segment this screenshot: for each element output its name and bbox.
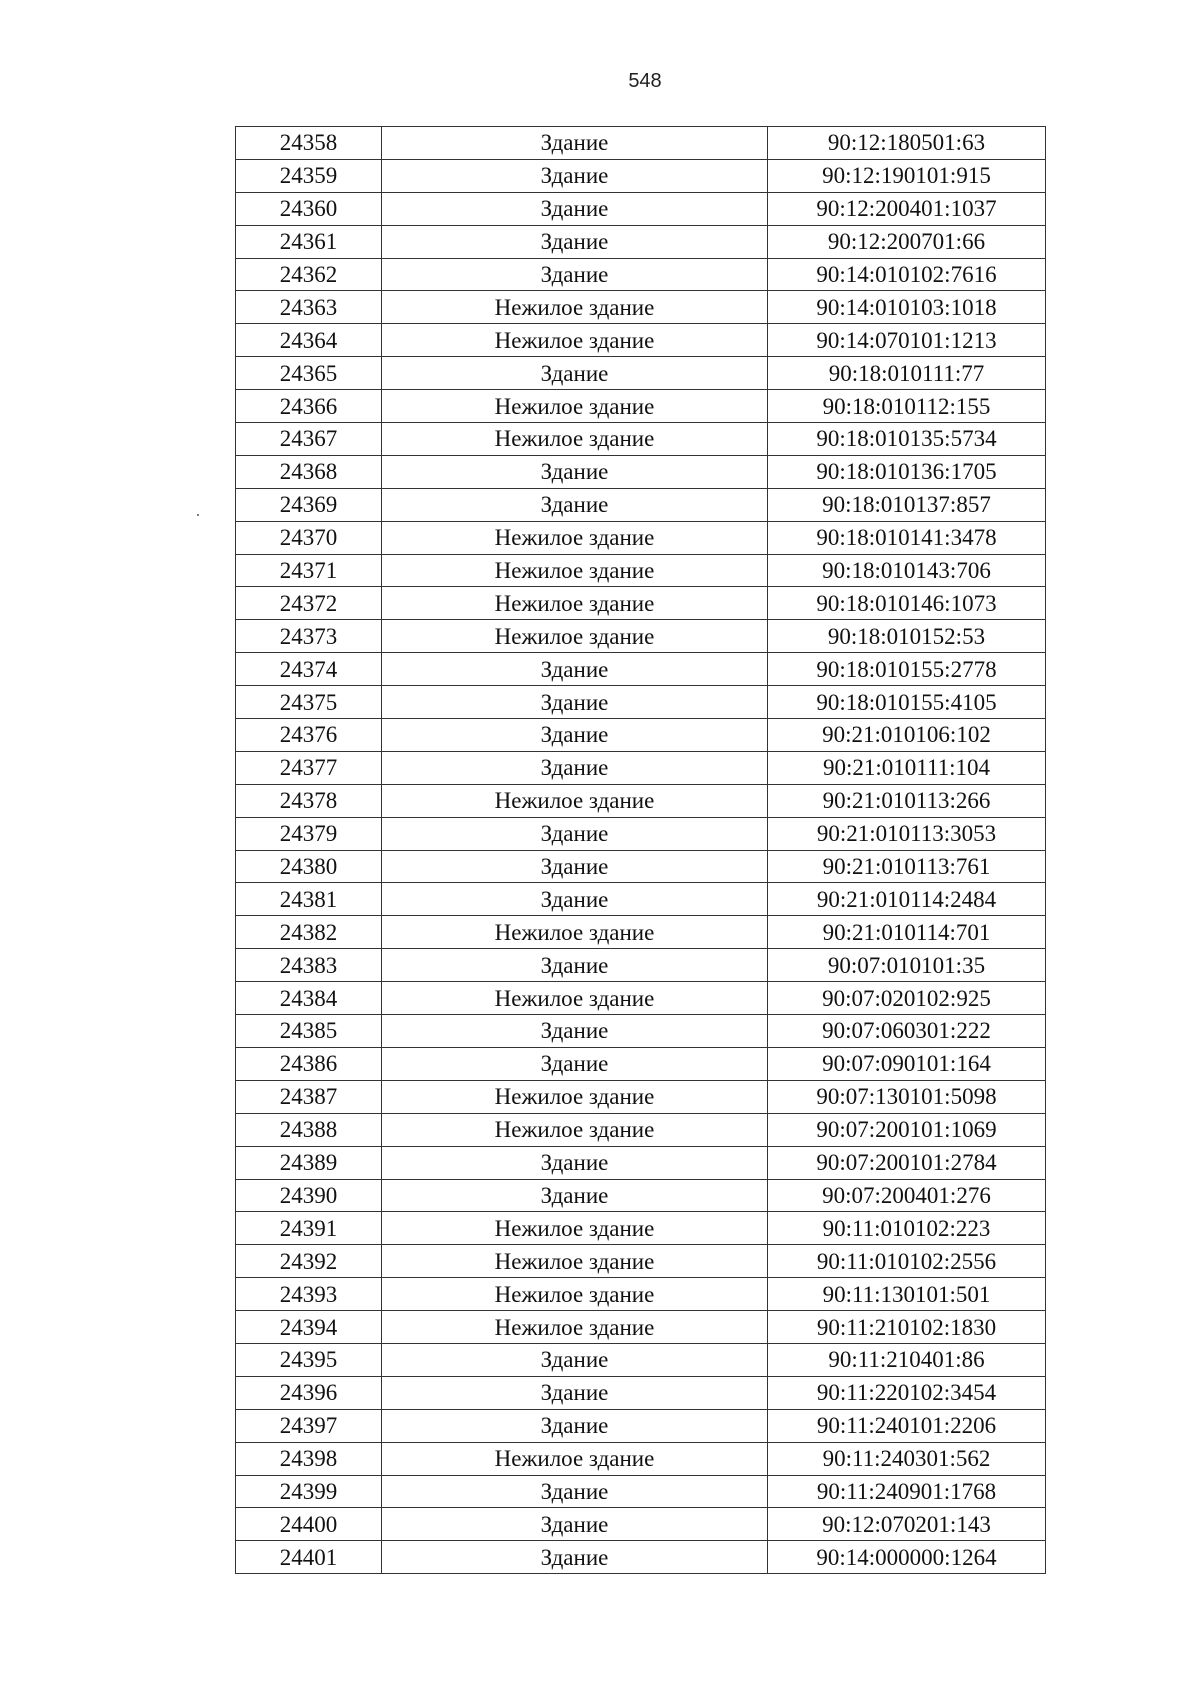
cadastral-number-cell: 90:14:000000:1264 bbox=[768, 1541, 1046, 1574]
row-number-cell: 24374 bbox=[236, 653, 382, 686]
object-type-cell: Здание bbox=[382, 817, 768, 850]
table-row bbox=[236, 192, 1046, 225]
table-row bbox=[236, 1541, 1046, 1574]
object-type-cell: Нежилое здание bbox=[382, 423, 768, 456]
row-number-cell: 24363 bbox=[236, 291, 382, 324]
row-number-cell: 24364 bbox=[236, 324, 382, 357]
table-row bbox=[236, 1278, 1046, 1311]
table-row bbox=[236, 258, 1046, 291]
table-row bbox=[236, 554, 1046, 587]
object-type-cell: Здание bbox=[382, 686, 768, 719]
object-type-cell: Нежилое здание bbox=[382, 916, 768, 949]
object-type-cell: Здание bbox=[382, 1179, 768, 1212]
object-type-cell: Здание bbox=[382, 258, 768, 291]
cadastral-number-cell: 90:07:060301:222 bbox=[768, 1015, 1046, 1048]
object-type-cell: Нежилое здание bbox=[382, 784, 768, 817]
table-row bbox=[236, 1113, 1046, 1146]
object-type-cell: Нежилое здание bbox=[382, 1113, 768, 1146]
table-row bbox=[236, 225, 1046, 258]
cadastral-number-cell: 90:07:200401:276 bbox=[768, 1179, 1046, 1212]
table-row bbox=[236, 1179, 1046, 1212]
row-number-cell: 24366 bbox=[236, 390, 382, 423]
table-row bbox=[236, 1212, 1046, 1245]
object-type-cell: Нежилое здание bbox=[382, 324, 768, 357]
row-number-cell: 24378 bbox=[236, 784, 382, 817]
cadastral-number-cell: 90:18:010141:3478 bbox=[768, 521, 1046, 554]
page-number: 548 bbox=[628, 70, 662, 92]
row-number-cell: 24379 bbox=[236, 817, 382, 850]
row-number-cell: 24377 bbox=[236, 751, 382, 784]
row-number-cell: 24393 bbox=[236, 1278, 382, 1311]
object-type-cell: Здание bbox=[382, 653, 768, 686]
object-type-cell: Нежилое здание bbox=[382, 291, 768, 324]
object-type-cell: Здание bbox=[382, 127, 768, 160]
object-type-cell: Здание bbox=[382, 192, 768, 225]
cadastral-number-cell: 90:11:240301:562 bbox=[768, 1442, 1046, 1475]
object-type-cell: Здание bbox=[382, 1146, 768, 1179]
row-number-cell: 24386 bbox=[236, 1047, 382, 1080]
row-number-cell: 24362 bbox=[236, 258, 382, 291]
cadastral-number-cell: 90:07:090101:164 bbox=[768, 1047, 1046, 1080]
scan-speck bbox=[197, 514, 199, 516]
row-number-cell: 24394 bbox=[236, 1311, 382, 1344]
row-number-cell: 24372 bbox=[236, 587, 382, 620]
table-row bbox=[236, 455, 1046, 488]
object-type-cell: Нежилое здание bbox=[382, 1278, 768, 1311]
object-type-cell: Здание bbox=[382, 1015, 768, 1048]
row-number-cell: 24388 bbox=[236, 1113, 382, 1146]
row-number-cell: 24387 bbox=[236, 1080, 382, 1113]
row-number-cell: 24384 bbox=[236, 982, 382, 1015]
table-row bbox=[236, 1376, 1046, 1409]
cadastral-number-cell: 90:11:240101:2206 bbox=[768, 1409, 1046, 1442]
cadastral-number-cell: 90:11:210401:86 bbox=[768, 1343, 1046, 1376]
object-type-cell: Здание bbox=[382, 455, 768, 488]
registry-table bbox=[235, 126, 1046, 1574]
object-type-cell: Нежилое здание bbox=[382, 587, 768, 620]
object-type-cell: Здание bbox=[382, 719, 768, 752]
table-row bbox=[236, 324, 1046, 357]
table-row bbox=[236, 390, 1046, 423]
row-number-cell: 24391 bbox=[236, 1212, 382, 1245]
cadastral-number-cell: 90:12:190101:915 bbox=[768, 159, 1046, 192]
object-type-cell: Нежилое здание bbox=[382, 521, 768, 554]
row-number-cell: 24375 bbox=[236, 686, 382, 719]
cadastral-number-cell: 90:18:010111:77 bbox=[768, 357, 1046, 390]
row-number-cell: 24361 bbox=[236, 225, 382, 258]
table-row bbox=[236, 521, 1046, 554]
cadastral-number-cell: 90:14:070101:1213 bbox=[768, 324, 1046, 357]
cadastral-number-cell: 90:12:180501:63 bbox=[768, 127, 1046, 160]
object-type-cell: Нежилое здание bbox=[382, 1245, 768, 1278]
registry-table-container bbox=[235, 126, 1045, 1574]
object-type-cell: Здание bbox=[382, 850, 768, 883]
row-number-cell: 24398 bbox=[236, 1442, 382, 1475]
cadastral-number-cell: 90:21:010114:2484 bbox=[768, 883, 1046, 916]
object-type-cell: Нежилое здание bbox=[382, 554, 768, 587]
table-row bbox=[236, 1047, 1046, 1080]
table-row bbox=[236, 587, 1046, 620]
table-row bbox=[236, 1442, 1046, 1475]
row-number-cell: 24365 bbox=[236, 357, 382, 390]
object-type-cell: Нежилое здание bbox=[382, 390, 768, 423]
row-number-cell: 24397 bbox=[236, 1409, 382, 1442]
table-row bbox=[236, 916, 1046, 949]
cadastral-number-cell: 90:18:010146:1073 bbox=[768, 587, 1046, 620]
object-type-cell: Здание bbox=[382, 488, 768, 521]
row-number-cell: 24395 bbox=[236, 1343, 382, 1376]
table-row bbox=[236, 291, 1046, 324]
row-number-cell: 24400 bbox=[236, 1508, 382, 1541]
row-number-cell: 24385 bbox=[236, 1015, 382, 1048]
row-number-cell: 24390 bbox=[236, 1179, 382, 1212]
cadastral-number-cell: 90:07:130101:5098 bbox=[768, 1080, 1046, 1113]
cadastral-number-cell: 90:21:010114:701 bbox=[768, 916, 1046, 949]
object-type-cell: Нежилое здание bbox=[382, 1311, 768, 1344]
table-row bbox=[236, 850, 1046, 883]
cadastral-number-cell: 90:07:010101:35 bbox=[768, 949, 1046, 982]
table-row bbox=[236, 423, 1046, 456]
table-row bbox=[236, 620, 1046, 653]
table-row bbox=[236, 488, 1046, 521]
cadastral-number-cell: 90:21:010113:761 bbox=[768, 850, 1046, 883]
table-row bbox=[236, 159, 1046, 192]
table-row bbox=[236, 1475, 1046, 1508]
table-row bbox=[236, 1409, 1046, 1442]
table-row bbox=[236, 1146, 1046, 1179]
row-number-cell: 24370 bbox=[236, 521, 382, 554]
row-number-cell: 24401 bbox=[236, 1541, 382, 1574]
registry-table-body bbox=[236, 127, 1046, 1574]
object-type-cell: Здание bbox=[382, 1541, 768, 1574]
object-type-cell: Здание bbox=[382, 1475, 768, 1508]
table-row bbox=[236, 1245, 1046, 1278]
cadastral-number-cell: 90:12:070201:143 bbox=[768, 1508, 1046, 1541]
table-row bbox=[236, 1015, 1046, 1048]
cadastral-number-cell: 90:07:200101:2784 bbox=[768, 1146, 1046, 1179]
object-type-cell: Здание bbox=[382, 1376, 768, 1409]
table-row bbox=[236, 883, 1046, 916]
row-number-cell: 24399 bbox=[236, 1475, 382, 1508]
cadastral-number-cell: 90:11:220102:3454 bbox=[768, 1376, 1046, 1409]
row-number-cell: 24358 bbox=[236, 127, 382, 160]
table-row bbox=[236, 1508, 1046, 1541]
object-type-cell: Здание bbox=[382, 1343, 768, 1376]
object-type-cell: Нежилое здание bbox=[382, 1212, 768, 1245]
row-number-cell: 24389 bbox=[236, 1146, 382, 1179]
table-row bbox=[236, 1343, 1046, 1376]
row-number-cell: 24367 bbox=[236, 423, 382, 456]
row-number-cell: 24382 bbox=[236, 916, 382, 949]
table-row bbox=[236, 357, 1046, 390]
row-number-cell: 24371 bbox=[236, 554, 382, 587]
cadastral-number-cell: 90:18:010137:857 bbox=[768, 488, 1046, 521]
cadastral-number-cell: 90:18:010155:4105 bbox=[768, 686, 1046, 719]
row-number-cell: 24380 bbox=[236, 850, 382, 883]
row-number-cell: 24369 bbox=[236, 488, 382, 521]
row-number-cell: 24381 bbox=[236, 883, 382, 916]
row-number-cell: 24368 bbox=[236, 455, 382, 488]
object-type-cell: Здание bbox=[382, 1047, 768, 1080]
cadastral-number-cell: 90:21:010106:102 bbox=[768, 719, 1046, 752]
object-type-cell: Здание bbox=[382, 949, 768, 982]
table-row bbox=[236, 817, 1046, 850]
cadastral-number-cell: 90:11:240901:1768 bbox=[768, 1475, 1046, 1508]
object-type-cell: Здание bbox=[382, 883, 768, 916]
table-row bbox=[236, 1080, 1046, 1113]
row-number-cell: 24359 bbox=[236, 159, 382, 192]
cadastral-number-cell: 90:21:010113:3053 bbox=[768, 817, 1046, 850]
table-row bbox=[236, 949, 1046, 982]
cadastral-number-cell: 90:14:010102:7616 bbox=[768, 258, 1046, 291]
cadastral-number-cell: 90:18:010143:706 bbox=[768, 554, 1046, 587]
cadastral-number-cell: 90:11:210102:1830 bbox=[768, 1311, 1046, 1344]
cadastral-number-cell: 90:11:010102:223 bbox=[768, 1212, 1046, 1245]
cadastral-number-cell: 90:21:010113:266 bbox=[768, 784, 1046, 817]
cadastral-number-cell: 90:18:010155:2778 bbox=[768, 653, 1046, 686]
row-number-cell: 24376 bbox=[236, 719, 382, 752]
table-row bbox=[236, 784, 1046, 817]
cadastral-number-cell: 90:12:200701:66 bbox=[768, 225, 1046, 258]
row-number-cell: 24373 bbox=[236, 620, 382, 653]
object-type-cell: Здание bbox=[382, 357, 768, 390]
object-type-cell: Здание bbox=[382, 159, 768, 192]
object-type-cell: Здание bbox=[382, 1508, 768, 1541]
cadastral-number-cell: 90:14:010103:1018 bbox=[768, 291, 1046, 324]
cadastral-number-cell: 90:11:010102:2556 bbox=[768, 1245, 1046, 1278]
object-type-cell: Здание bbox=[382, 1409, 768, 1442]
row-number-cell: 24392 bbox=[236, 1245, 382, 1278]
object-type-cell: Здание bbox=[382, 225, 768, 258]
cadastral-number-cell: 90:18:010152:53 bbox=[768, 620, 1046, 653]
table-row bbox=[236, 127, 1046, 160]
row-number-cell: 24360 bbox=[236, 192, 382, 225]
row-number-cell: 24396 bbox=[236, 1376, 382, 1409]
cadastral-number-cell: 90:11:130101:501 bbox=[768, 1278, 1046, 1311]
table-row bbox=[236, 653, 1046, 686]
cadastral-number-cell: 90:12:200401:1037 bbox=[768, 192, 1046, 225]
object-type-cell: Нежилое здание bbox=[382, 982, 768, 1015]
cadastral-number-cell: 90:07:020102:925 bbox=[768, 982, 1046, 1015]
object-type-cell: Здание bbox=[382, 751, 768, 784]
table-row bbox=[236, 982, 1046, 1015]
object-type-cell: Нежилое здание bbox=[382, 1442, 768, 1475]
object-type-cell: Нежилое здание bbox=[382, 620, 768, 653]
cadastral-number-cell: 90:18:010136:1705 bbox=[768, 455, 1046, 488]
table-row bbox=[236, 1311, 1046, 1344]
row-number-cell: 24383 bbox=[236, 949, 382, 982]
table-row bbox=[236, 719, 1046, 752]
table-row bbox=[236, 751, 1046, 784]
cadastral-number-cell: 90:18:010112:155 bbox=[768, 390, 1046, 423]
object-type-cell: Нежилое здание bbox=[382, 1080, 768, 1113]
cadastral-number-cell: 90:18:010135:5734 bbox=[768, 423, 1046, 456]
cadastral-number-cell: 90:07:200101:1069 bbox=[768, 1113, 1046, 1146]
table-row bbox=[236, 686, 1046, 719]
cadastral-number-cell: 90:21:010111:104 bbox=[768, 751, 1046, 784]
